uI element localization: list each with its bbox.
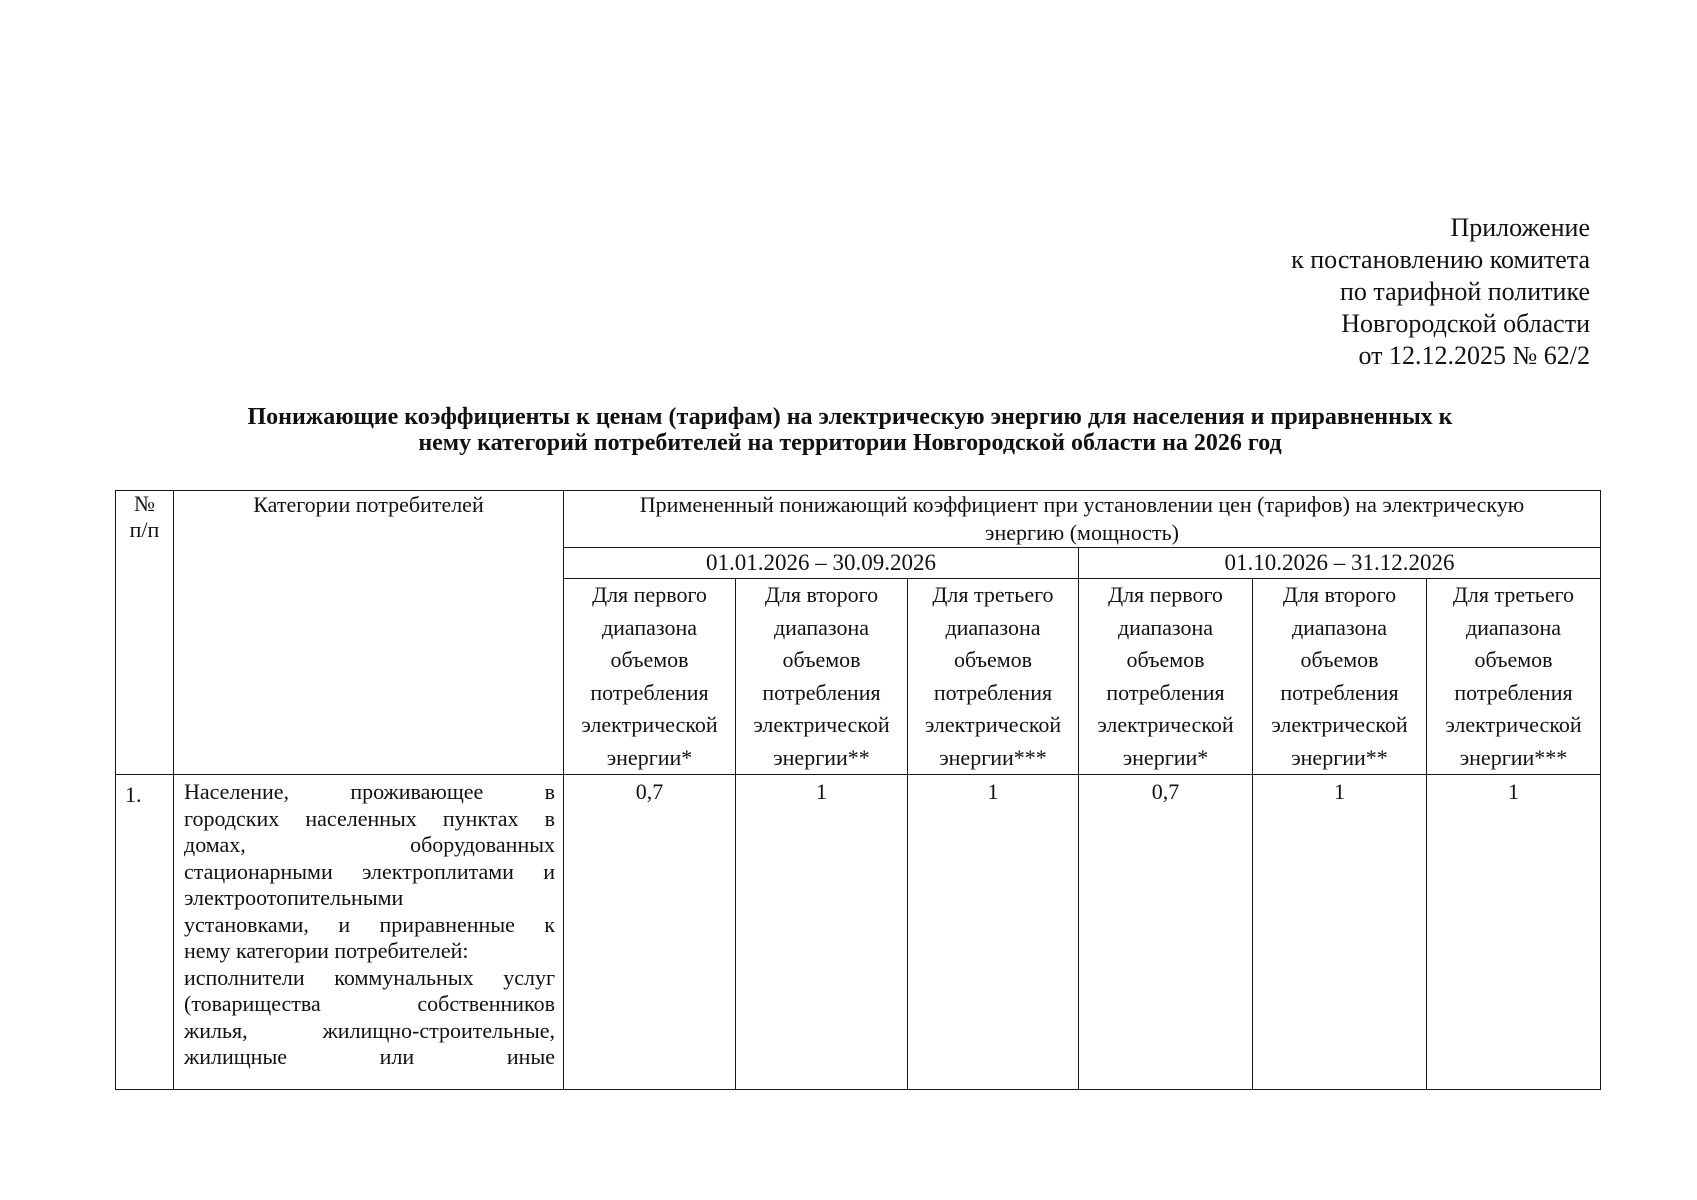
- appendix-line: по тарифной политике: [1340, 277, 1590, 306]
- header-range-line: диапазона: [773, 614, 870, 640]
- row-value-5: 1: [1253, 775, 1427, 1090]
- header-range-line: объемов: [610, 647, 689, 672]
- header-range-line: электрической: [1445, 712, 1582, 737]
- header-range-5: [1253, 579, 1427, 775]
- header-range-line: Для второго: [1282, 582, 1397, 607]
- row-value-2: 1: [736, 775, 908, 1090]
- header-range-line: потребления: [762, 679, 881, 705]
- header-range-2: [736, 579, 908, 775]
- header-range-line: потребления: [933, 679, 1053, 705]
- header-range-4: [1079, 579, 1253, 775]
- header-range-3: [908, 579, 1079, 775]
- appendix-line: от 12.12.2025 № 62/2: [1358, 341, 1590, 370]
- header-range-line: диапазона: [1291, 614, 1388, 640]
- header-range-1: [564, 579, 736, 775]
- header-range-line: электрической: [924, 712, 1062, 737]
- category-line: (товарищества собственников: [184, 991, 555, 1016]
- header-range-line: Для третьего: [932, 582, 1054, 607]
- header-range-line: объемов: [782, 647, 861, 672]
- category-line: стационарными электроплитами и: [184, 858, 555, 884]
- appendix-line: Новгородской области: [1341, 309, 1590, 338]
- header-range-line: диапазона: [1117, 614, 1214, 640]
- header-range-line: Для первого: [592, 582, 707, 607]
- header-range-line: Для второго: [764, 582, 879, 607]
- header-category: Категории потребителей: [174, 491, 564, 775]
- coefficients-table: [115, 490, 1601, 1090]
- category-line: городских населенных пунктах в: [184, 805, 555, 831]
- header-range-line: потребления: [590, 679, 709, 705]
- header-range-line: электрической: [581, 712, 718, 737]
- header-range-line: энергии*: [606, 744, 693, 770]
- header-range-line: электрической: [1271, 712, 1408, 737]
- row-value-6: 1: [1427, 775, 1601, 1090]
- header-range-line: диапазона: [945, 614, 1041, 640]
- category-line: установками, и приравненные к: [184, 911, 555, 937]
- header-range-line: электрической: [1097, 712, 1234, 737]
- header-period-2: 01.10.2026 – 31.12.2026: [1079, 548, 1601, 579]
- title-line: Понижающие коэффициенты к ценам (тарифам) на электрическую энергию для населения и приравненных к: [247, 404, 1453, 430]
- header-range-line: энергии***: [1459, 744, 1568, 770]
- row-value-4: 0,7: [1079, 775, 1253, 1090]
- header-range-line: диапазона: [1465, 614, 1562, 640]
- appendix-block: [1291, 212, 1590, 372]
- header-range-line: потребления: [1280, 679, 1399, 705]
- header-range-line: электрической: [753, 712, 890, 737]
- category-line: домах, оборудованных: [184, 832, 555, 857]
- header-range-line: объемов: [953, 647, 1033, 672]
- header-num: № п/п: [116, 491, 174, 775]
- category-line: жилищные или иные: [184, 1044, 555, 1069]
- header-range-6: [1427, 579, 1601, 775]
- header-range-line: Для первого: [1108, 582, 1223, 607]
- category-line: исполнители коммунальных услуг: [184, 964, 555, 990]
- header-range-line: Для третьего: [1452, 582, 1575, 607]
- category-line: Население, проживающее в: [184, 779, 555, 804]
- category-line: электроотопительными: [184, 885, 404, 910]
- header-range-line: энергии***: [939, 744, 1047, 770]
- row-number: 1.: [116, 775, 174, 1090]
- title-line: нему категорий потребителей на территории Новгородской области на 2026 год: [418, 430, 1282, 456]
- category-line: жилья, жилищно-строительные,: [184, 1017, 555, 1043]
- header-range-line: объемов: [1300, 647, 1379, 672]
- header-range-line: потребления: [1106, 679, 1225, 705]
- header-range-line: потребления: [1454, 679, 1573, 705]
- appendix-line: к постановлению комитета: [1291, 245, 1590, 274]
- header-range-line: диапазона: [601, 614, 698, 640]
- appendix-line: Приложение: [1450, 213, 1590, 242]
- header-coefficient: Примененный понижающий коэффициент при установлении цен (тарифов) на электрическую энергию (мощность): [564, 491, 1601, 548]
- header-period-1: 01.01.2026 – 30.09.2026: [564, 548, 1079, 579]
- header-range-line: энергии**: [773, 744, 870, 770]
- category-line: нему категории потребителей:: [184, 938, 469, 963]
- row-value-3: 1: [908, 775, 1079, 1090]
- header-range-line: энергии**: [1291, 744, 1388, 770]
- row-value-1: 0,7: [564, 775, 736, 1090]
- row-category: [174, 775, 564, 1090]
- header-range-line: энергии*: [1122, 744, 1209, 770]
- header-range-line: объемов: [1474, 647, 1553, 672]
- header-range-line: объемов: [1126, 647, 1205, 672]
- document-title: [130, 404, 1570, 456]
